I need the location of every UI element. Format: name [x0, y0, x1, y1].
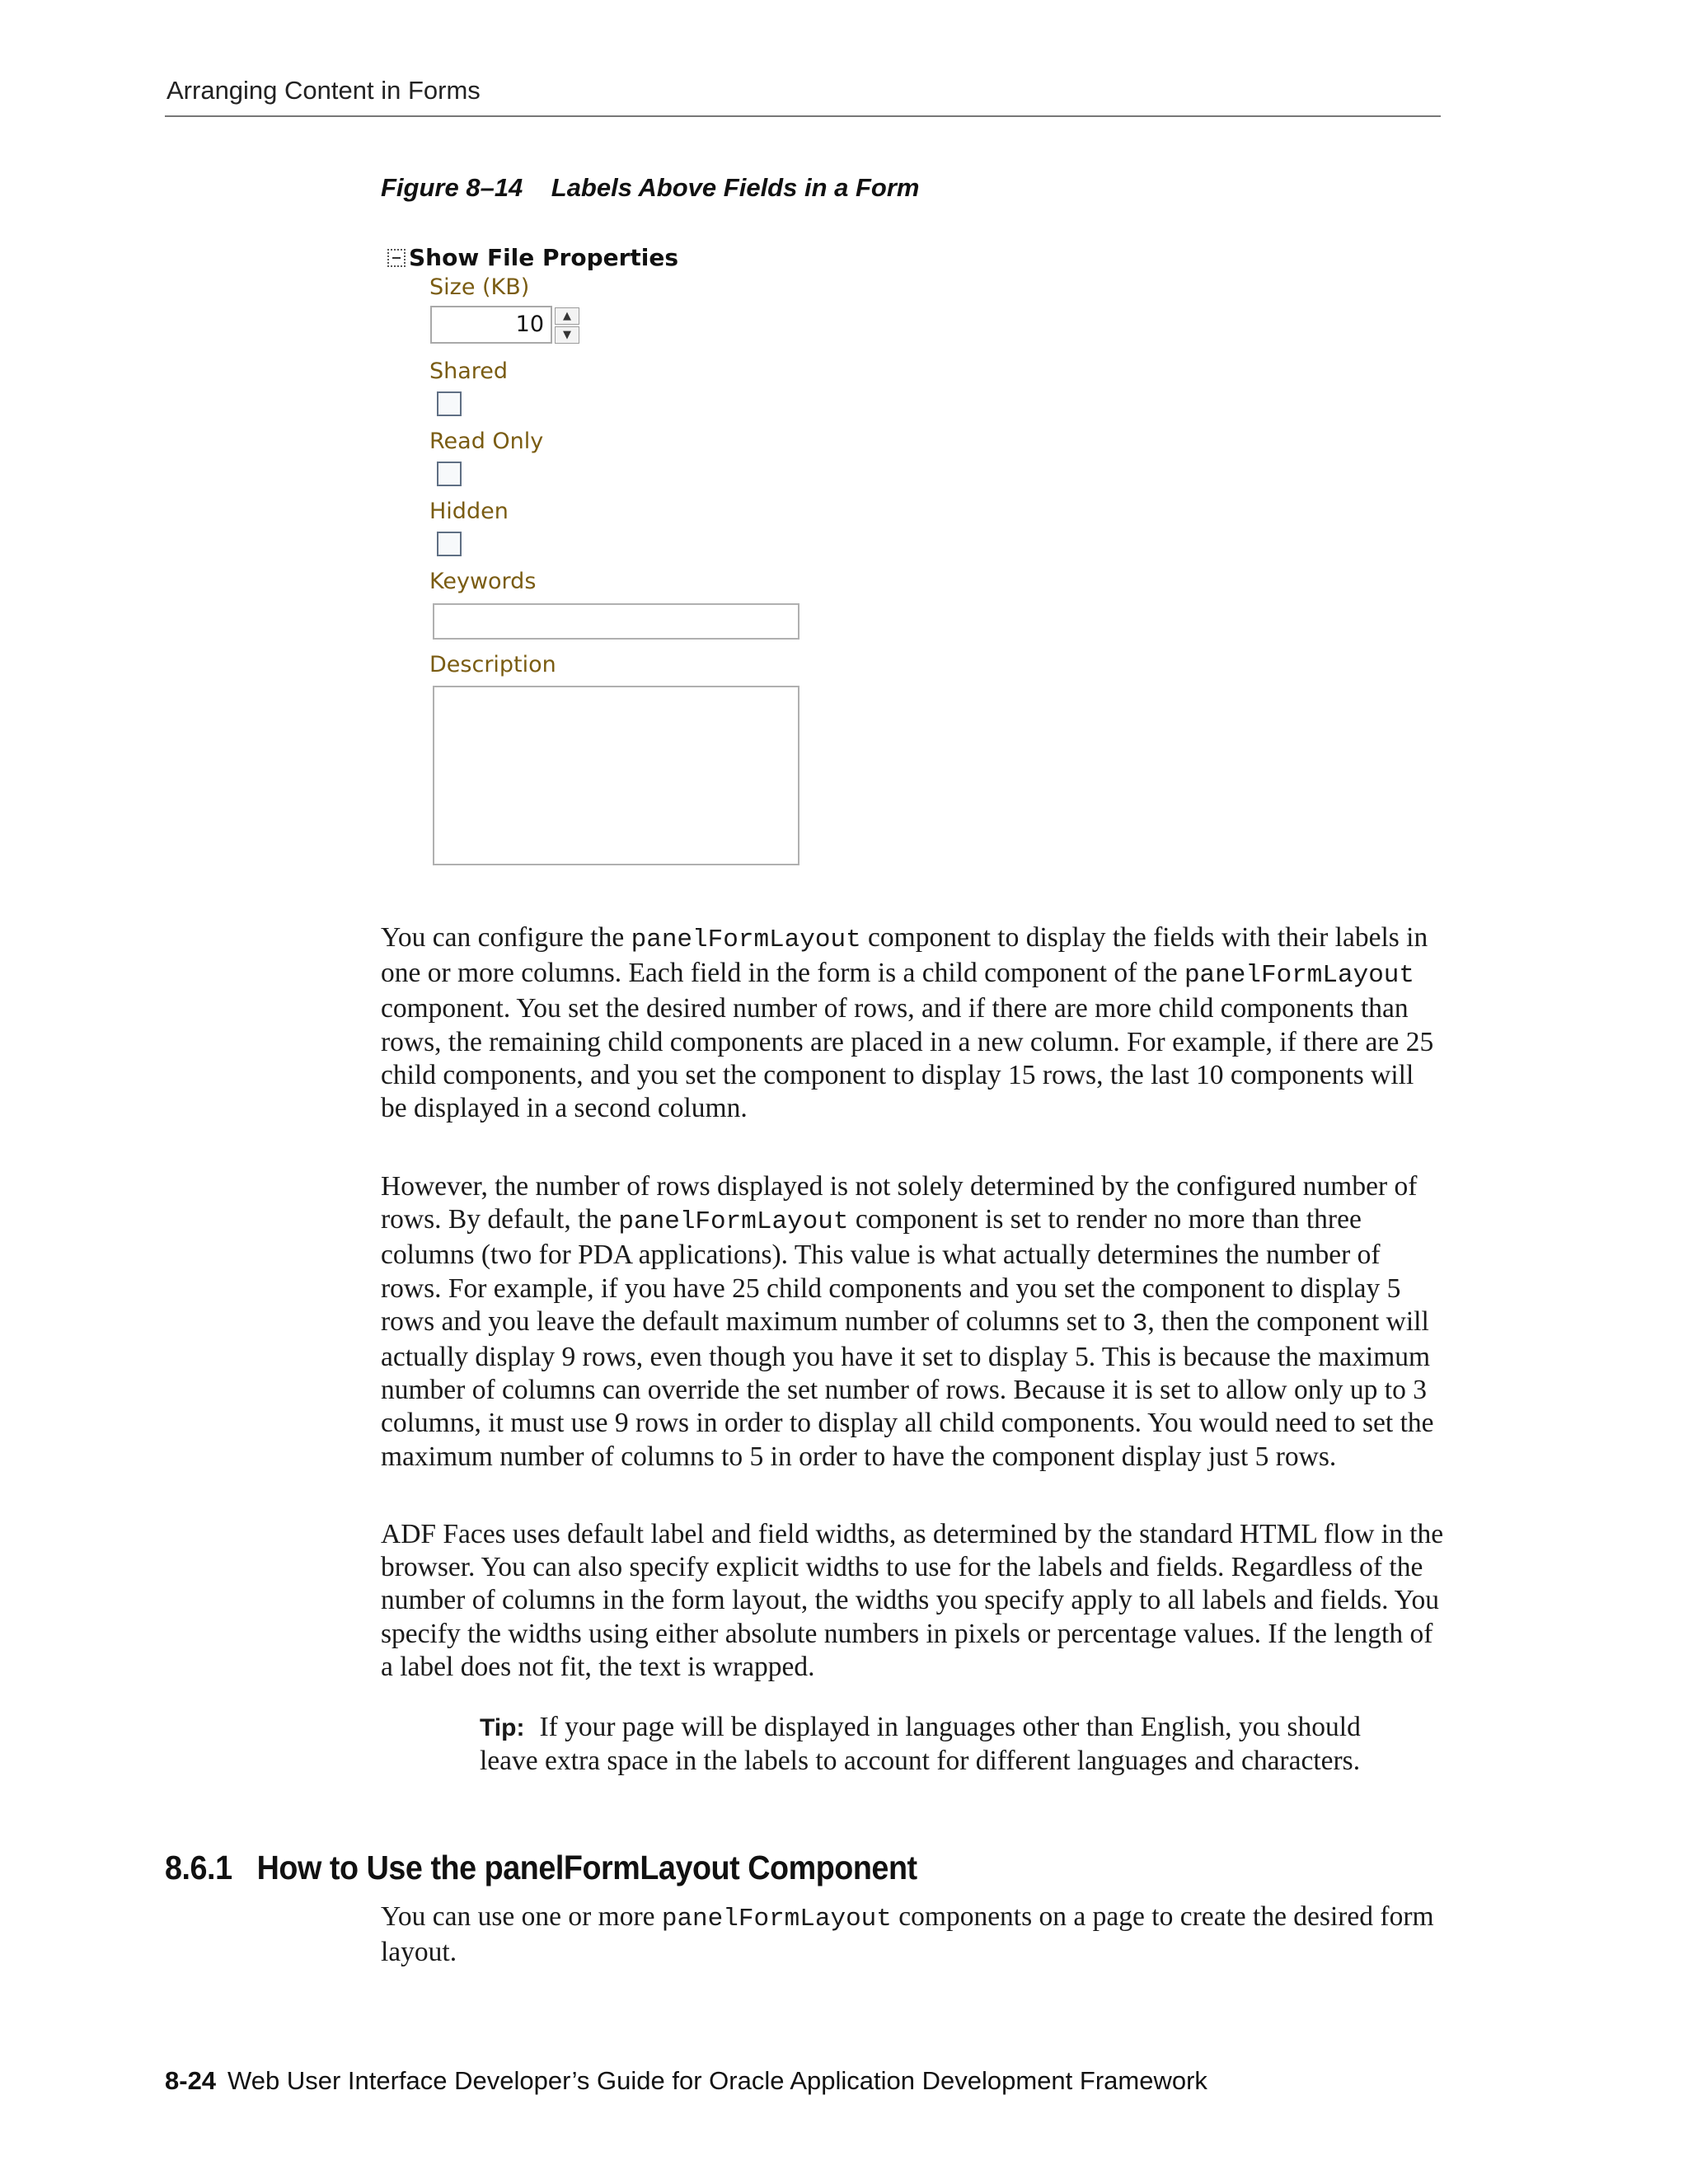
description-textarea[interactable]: [433, 686, 799, 865]
keywords-label: Keywords: [429, 569, 537, 594]
hidden-checkbox[interactable]: [437, 532, 462, 556]
section-paragraph: You can use one or more panelFormLayout components on a page to create the desired form layout.: [381, 1901, 1434, 1968]
section-heading: 8.6.1 How to Use the panelFormLayout Component: [165, 1849, 917, 1886]
collapse-icon[interactable]: [387, 249, 406, 267]
disclosure-label: Show File Properties: [409, 244, 679, 271]
read-only-label: Read Only: [429, 429, 544, 454]
shared-label: Shared: [429, 359, 509, 384]
shared-checkbox[interactable]: [437, 391, 462, 416]
book-title: Web User Interface Developer’s Guide for Oracle Application Development Framework: [227, 2066, 1207, 2095]
size-label: Size (KB): [429, 274, 530, 300]
tip-label: Tip:: [480, 1714, 525, 1741]
page-footer: [165, 2066, 1207, 2096]
description-label: Description: [429, 652, 556, 677]
size-input[interactable]: 10: [430, 306, 552, 344]
running-header: Arranging Content in Forms: [166, 76, 481, 105]
paragraph-columns: You can configure the panelFormLayout component to display the fields with their labels in one or more columns. Each field in the form is a child component of the panelFormLayout component. You set the desired number of rows, and if there are more child components than rows, the remaining child components are placed in a new column. For example, if there are 25 child components, and you set the component to display 15 rows, the last 10 components will be displayed in a second column.: [381, 922, 1434, 1124]
tip-note: [480, 1711, 1370, 1778]
paragraph-widths: ADF Faces uses default label and field widths, as determined by the standard HTML flow in the browser. You can also specify explicit widths to use for the labels and fields. Regardless of the number of columns in the form layout, the widths you specify apply to all labels and fields. You specify the widths using either absolute numbers in pixels or percentage values. If the length of a label does not fit, the text is wrapped.: [381, 1519, 1444, 1682]
spin-down-icon[interactable]: ▼: [555, 326, 579, 344]
figure-caption: Figure 8–14 Labels Above Fields in a Form: [381, 173, 920, 202]
tip-text: If your page will be displayed in languages other than English, you should leave extra space in the labels to account for different languages and characters.: [480, 1712, 1361, 1777]
size-spinner: [555, 307, 581, 345]
hidden-label: Hidden: [429, 499, 509, 524]
page-number: 8-24: [165, 2066, 217, 2095]
read-only-checkbox[interactable]: [437, 462, 462, 486]
spin-up-icon[interactable]: ▲: [555, 307, 579, 325]
header-rule: [165, 115, 1441, 117]
paragraph-rows: However, the number of rows displayed is not solely determined by the configured number of rows. By default, the panelFormLayout component is set to render no more than three columns (two for PDA applications). This value is what actually determines the number of rows. For example, if you have 25 child components and you set the component to display 5 rows and you leave the default maximum number of columns set to 3, then the component will actually display 9 rows, even though you have it set to display 5. This is because the maximum number of columns can override the set number of rows. Because it is set to allow only up to 3 columns, it must use 9 rows in order to display all child components. You would need to set the maximum number of columns to 5 in order to have the component display just 5 rows.: [381, 1171, 1434, 1472]
show-file-properties-disclosure[interactable]: [387, 244, 678, 271]
keywords-input[interactable]: [433, 603, 799, 640]
